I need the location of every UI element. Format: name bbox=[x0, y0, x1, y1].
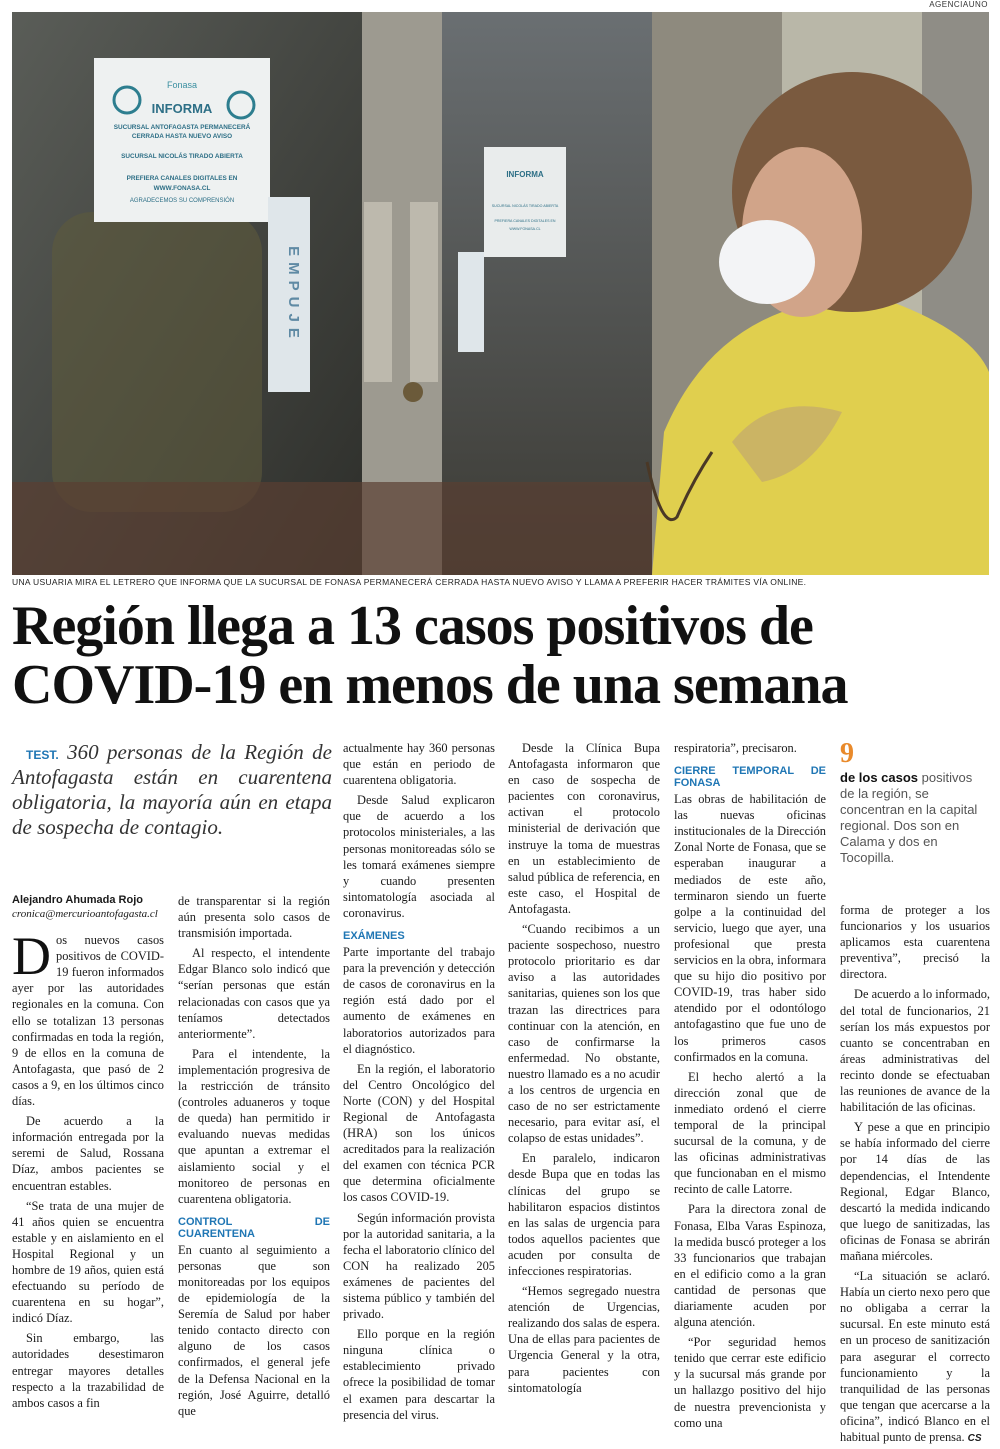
body-paragraph: Según información provista por la autoridad sanitaria, a la fecha el laboratorio clínico del CON ha realizado 205 exámenes de pacientes del sistema público y también del privado. bbox=[343, 1210, 495, 1322]
stat-callout: de los casos positivos de la región, se concentran en la capital regional. Dos son en Calama y dos en Tocopilla. bbox=[840, 770, 978, 865]
body-paragraph: “Se trata de una mujer de 41 años quien se encuentra estable y en aislamiento en el Hospital Regional y un hombre de 19 años, quien está efectuando su período de cuarentena en su hogar”, indicó Díaz. bbox=[12, 1198, 164, 1326]
svg-text:PREFIERA CANALES DIGITALES EN: PREFIERA CANALES DIGITALES EN bbox=[494, 219, 556, 223]
photo-illustration bbox=[12, 12, 989, 575]
svg-text:INFORMA: INFORMA bbox=[506, 170, 544, 179]
body-paragraph: Para el intendente, la implementación progresiva de la restricción de tránsito (controles aduaneros y toque de queda) han permitido ir evaluando nuevas medidas que apuntan a extremar el aislamiento social y el monitoreo de personas en cuarentena obligatoria. bbox=[178, 1046, 330, 1206]
end-mark: CS bbox=[967, 1433, 982, 1444]
body-paragraph: Sin embargo, las autoridades desestimaron entregar mayores detalles respecto a la trazabilidad de ambos casos a fin bbox=[12, 1331, 164, 1410]
svg-text:CERRADA HASTA NUEVO AVISO: CERRADA HASTA NUEVO AVISO bbox=[131, 133, 233, 140]
body-paragraph: Ello porque en la región ninguna clínica o establecimiento privado ofrece la posibilidad de tomar el examen para descartar la presencia del virus. bbox=[343, 1327, 495, 1422]
reflection bbox=[52, 212, 262, 512]
body-paragraph: Desde Salud explicaron que de acuerdo a los protocolos ministeriales, a las personas monitoreadas sólo se les tomará exámenes siempre y cuando presenten sintomatología asociada al coronavirus. bbox=[343, 793, 495, 920]
body-paragraph: “La situación se aclaró. Había un cierto nexo pero que no obligaba a cerrar la sucursal. En este minuto está en un proceso de sanitización para asegurar el correcto funcionamiento y la tranquilidad de las personas que tengan que acercarse a la oficina”, indicó Blanco en el habitual punto de prensa. CS bbox=[840, 1269, 990, 1444]
svg-text:WWW.FONASA.CL: WWW.FONASA.CL bbox=[509, 227, 541, 231]
body-paragraph: Al respecto, el intendente Edgar Blanco solo indicó que “serían personas que están relacionadas con casos que ya teníamos detectados anteriormente”. bbox=[178, 946, 330, 1041]
door-lock-icon bbox=[403, 382, 423, 402]
body-paragraph: “Por seguridad hemos tenido que cerrar este edificio y la sucursal más grande por un hallazgo positivo del hijo de nuestra prevencionista y como una bbox=[674, 1335, 826, 1430]
fonasa-notice-large bbox=[94, 58, 270, 222]
column-6 bbox=[840, 740, 990, 1449]
author-email: cronica@mercurioantofagasta.cl bbox=[12, 908, 158, 920]
svg-text:AGRADECEMOS SU COMPRENSIÓN: AGRADECEMOS SU COMPRENSIÓN bbox=[129, 198, 235, 204]
subhead-cierre-fonasa: CIERRE TEMPORAL DE FONASA bbox=[674, 765, 826, 790]
body-paragraph: De acuerdo a la información entregada por la seremi de Salud, Rossana Díaz, ambos pacientes se encuentran estables. bbox=[12, 1114, 164, 1193]
body-paragraph: Para la directora zonal de Fonasa, Elba Varas Espinoza, la medida buscó proteger a los 33 funcionarios que trabajan en el edificio como a la gran cantidad de personas que diariamente acuden por alguna atención. bbox=[674, 1202, 826, 1330]
face-mask bbox=[719, 220, 815, 304]
body-paragraph: “Cuando recibimos a un paciente sospechoso, nuestro protocolo prioritario es dar aviso a las autoridades sanitarias, quienes son los que trazan las directrices para continuar con la atención, en caso de confirmarse la enfermedad. No obstante, nuestro llamado es a no acudir a los centros de urgencia en caso de no ser estrictamente necesario, para evitar así, el colapso de estas unidades”. bbox=[508, 922, 660, 1146]
column-4 bbox=[508, 740, 660, 1400]
body-paragraph: “Hemos segregado nuestra atención de Urgencias, realizando dos salas de espera. Una de ellas para pacientes de Urgencia General y la otra, para pacientes con sintomatología bbox=[508, 1284, 660, 1395]
column-3 bbox=[343, 740, 495, 1427]
fonasa-notice-small bbox=[484, 147, 566, 257]
photo-credit: AGENCIAUNO bbox=[929, 0, 988, 9]
svg-text:EMPUJE: EMPUJE bbox=[285, 246, 302, 344]
lead-paragraph bbox=[12, 740, 332, 840]
lead-text: 360 personas de la Región de Antofagasta están en cuarentena obligatoria, la mayoría aún en etapa de sospecha de contagio. bbox=[12, 740, 332, 839]
author-name: Alejandro Ahumada Rojo bbox=[12, 894, 143, 906]
body-paragraph: Y pese a que en principio se había informado del cierre por 14 días de las dependencias, el Intendente Regional, Edgar Blanco, descartó la medida indicando que luego de sanitizadas, las oficinas de Fonasa se abrirán mañana miércoles. bbox=[840, 1120, 990, 1263]
body-paragraph: En la región, el laboratorio del Centro Oncológico del Norte (CON) y del Hospital Regional de Antofagasta (HRA) son los únicos acreditados para la realización del examen con técnica PCR que determina oficialmente los casos COVID-19. bbox=[343, 1061, 495, 1205]
column-1b bbox=[12, 880, 164, 1415]
lead-tag: TEST. bbox=[26, 748, 59, 762]
body-paragraph: En paralelo, indicaron desde Bupa que en todas las clínicas del grupo se habilitaron espacios distintos en las salas de urgencia para todos aquellos pacientes que acuden por consulta de infecciones respiratorias. bbox=[508, 1151, 660, 1278]
svg-text:WWW.FONASA.CL: WWW.FONASA.CL bbox=[153, 185, 211, 192]
subhead-control-cuarentena: CONTROL DE CUARENTENA bbox=[178, 1215, 330, 1240]
body-paragraph: de transparentar si la región aún presenta solo casos de transmisión importada. bbox=[178, 894, 330, 941]
svg-text:SUCURSAL NICOLÁS TIRADO ABIERT: SUCURSAL NICOLÁS TIRADO ABIERTA bbox=[121, 153, 243, 160]
svg-text:SUCURSAL ANTOFAGASTA PERMANECE: SUCURSAL ANTOFAGASTA PERMANECERÁ bbox=[113, 124, 251, 131]
svg-text:Fonasa: Fonasa bbox=[166, 80, 198, 90]
column-1 bbox=[12, 740, 332, 844]
body-paragraph: En cuanto al seguimiento a personas que son monitoreadas por los equipos de epidemiología de la Seremía de Salud por haber tenido contacto directo con alguno de los casos confirmados, el general jefe de la Defensa Nacional en la región, José Aguirre, detalló que bbox=[178, 1242, 330, 1418]
headline: Región llega a 13 casos positivos de COVID-19 en menos de una semana bbox=[12, 595, 848, 716]
body-paragraph: forma de proteger a los funcionarios y los usuarios aplicamos esta cuarentena preventiva”, precisó la directora. bbox=[840, 903, 990, 982]
body-paragraph: Dos nuevos casos positivos de COVID-19 fueron informados ayer por las autoridades regionales en la comuna. Con ello se totalizan 13 personas confirmadas en toda la región, 9 de ellos en la comuna de Antofagasta, que pasó de 2 casos a 9, en los últimos cinco días. bbox=[12, 926, 164, 1109]
body-paragraph: Las obras de habilitación de las nuevas oficinas institucionales de la Dirección Zonal Norte de Fonasa, que se esperaban inaugurar a mediados de este año, terminaron siendo un fuerte golpe a la continuidad del servicio, luego que ayer, una profesional que presta servicios en la obra, informara que su hijo dio positivo por COVID-19, tras haber sido atendido por el odontólogo antofagastino que fue uno de los primeros casos confirmados en la comuna. bbox=[674, 792, 826, 1064]
subhead-examenes: EXÁMENES bbox=[343, 930, 405, 943]
body-paragraph: Parte importante del trabajo para la prevención y detección de casos de coronavirus en la región está dado por el aumento de exámenes en laboratorios autorizados para el diagnóstico. bbox=[343, 945, 495, 1056]
stat-number: 9 bbox=[840, 738, 854, 769]
body-paragraph: De acuerdo a lo informado, del total de funcionarios, 21 serían los más expuestos por cuanto se concentraban en áreas administrativas del recinto donde se efectuaban las reuniones de avance de la habilitación de las oficinas. bbox=[840, 987, 990, 1115]
column-5 bbox=[674, 740, 826, 1435]
svg-text:SUCURSAL NICOLÁS TIRADO ABIERT: SUCURSAL NICOLÁS TIRADO ABIERTA bbox=[491, 204, 559, 208]
photo-caption: UNA USUARIA MIRA EL LETRERO QUE INFORMA QUE LA SUCURSAL DE FONASA PERMANECERÁ CERRADA HASTA NUEVO AVISO Y LLAMA A PREFERIR HACER TRÁMITES VÍA ONLINE. bbox=[12, 577, 807, 587]
body-paragraph: respiratoria”, precisaron. bbox=[674, 741, 797, 755]
body-paragraph: actualmente hay 360 personas que están en periodo de cuarentena obligatoria. bbox=[343, 741, 495, 788]
empuje-sign bbox=[268, 197, 310, 392]
news-photo bbox=[12, 12, 989, 575]
body-paragraph: El hecho alertó a la dirección zonal que de inmediato ordenó el cierre temporal de la principal sucursal de la comuna, y de las oficinas administrativas que funcionaban en el mismo recinto de calle Latorre. bbox=[674, 1069, 826, 1197]
drop-cap: D bbox=[12, 926, 51, 987]
svg-text:PREFIERA CANALES DIGITALES EN: PREFIERA CANALES DIGITALES EN bbox=[126, 175, 238, 182]
column-2 bbox=[178, 893, 330, 1423]
svg-text:INFORMA: INFORMA bbox=[151, 101, 213, 116]
body-paragraph: Desde la Clínica Bupa Antofagasta informaron que en caso de sospecha de pacientes con coronavirus, activan el protocolo ministerial de derivación que instruye la toma de muestras en un establecimiento de salud pública de referencia, en este caso, el Hospital de Antofagasta. bbox=[508, 741, 660, 916]
